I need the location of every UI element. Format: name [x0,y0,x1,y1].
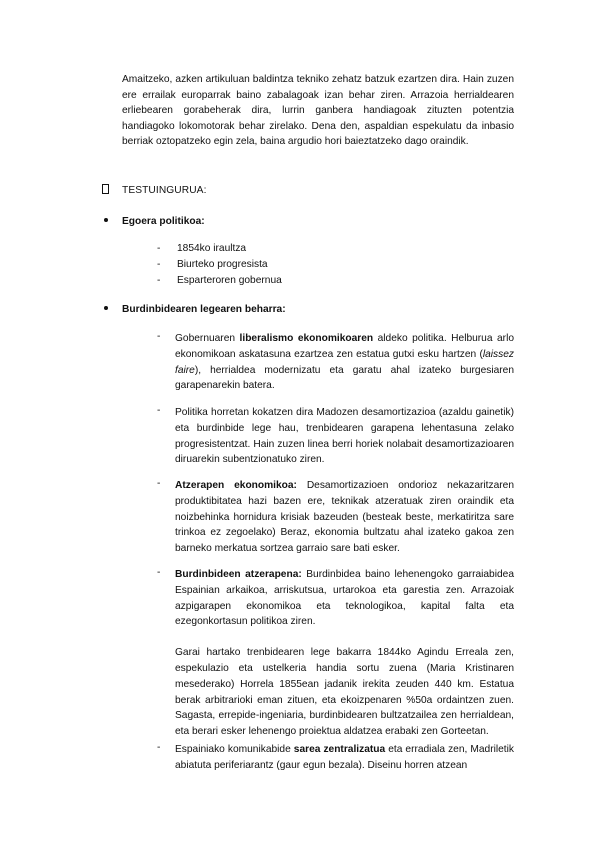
law-need-label: Burdinbidearen legearen beharra: [122,304,286,315]
block-railway-delay: - Burdinbideen atzerapena: Burdinbidea baino lehenengoko garraiabidea Espainian arkaikoa, arriskutsua, urtarokoa eta garestia zen. Arrazoiak azpigarapen ekonomikoa eta teknologikoa, kapital falta eta ezegonkortasun politikoa ziren. Garai hartako trenbidearen lege bakarra 1844ko Agindu Erreala zen, espekulazio eta ustelkeria handia sortu zuena (Maria Kristinaren mesederako) Horrela 1855ean jadanik irekita zeuden 440 km. Estatua berak arbitrarioki eman zituen, eta ekoizpenaren %50a ordaintzen zuen. Sagasta, errepide-ingeniaria, burdinbidearen bultzatzailea zen herrialdean, eta berari esker lehenengo proiektua aldatzea erabaki zen Gorteetan. [157,567,514,738]
intro-paragraph [122,72,514,150]
block-desamortization: - Politika horretan kokatzen dira Madozen desamortizazioa (azaldu gainetik) eta burdinbide lege hau, trenbidearen garapena lehentasuna zelako progresistentzat. Hain zuzen linea berri horiek nolabait desamortizazioaren diruarekin subentzionatuko ziren. [157,405,514,466]
list-item: - Esparteroren gobernua [157,275,282,286]
bullet-dot-icon [104,218,108,222]
checkbox-bullet-icon [102,184,109,194]
section-heading-text: TESTUINGURUA: [122,185,207,196]
politics-label: Egoera politikoa: [122,216,205,227]
block-liberalism: - Gobernuaren liberalismo ekonomikoaren aldeko politika. Helburua arlo ekonomikoan askatasuna ezartzea zen estatua gutxi esku hartzen (laissez faire), herrialdea modernizatu eta garatu ahal izateko burgesiaren garapenarekin batera. [157,331,514,392]
list-item: - Biurteko progresista [157,259,268,270]
law-need-bullet [104,304,286,315]
list-item-text: Biurteko progresista [177,259,268,270]
block-economic-delay: - Atzerapen ekonomikoa: Desamortizazioen ondorioz nekazaritzaren produktibitatea hazi bazen ere, teknikak atzeratuak ziren oraindik eta noizbehinka hornidura krisiak bazeuden (besteak beste, merkatiritza sare trinkoa ez zegoelako) Beraz, ekonomia bultzatu ahal izateko gakoa zen barneko merkatua sortzea garraio sare bati esker. [157,478,514,555]
block-centralized-network: - Espainiako komunikabide sarea zentralizatua eta erradiala zen, Madriletik abiatuta periferiarantz (gaur egun bezala). Diseinu horren atzean [157,742,514,771]
intro-text: Amaitzeko, azken artikuluan baldintza tekniko zehatz batzuk ezartzen dira. Hain zuzen ere errailak europarrak baino zabalagoak izan behar ziren. Arrazoia herrialdearen erliebearen gorabeherak dira, lurrin ganbera handiagoak zituzten potentzia handiagoko lokomotorak behar zirelako. Dena den, aspaldian espekulatu da inbasio berriak oztopatzeko egin zela, baina argudio hori baieztatzeko dago oraindik. [122,74,514,148]
politics-bullet [104,216,205,227]
section-heading [102,184,207,196]
list-item: - 1854ko iraultza [157,243,247,254]
list-item-text: 1854ko iraultza [177,243,247,254]
bullet-dot-icon [104,306,108,310]
list-item-text: Esparteroren gobernua [177,275,282,286]
